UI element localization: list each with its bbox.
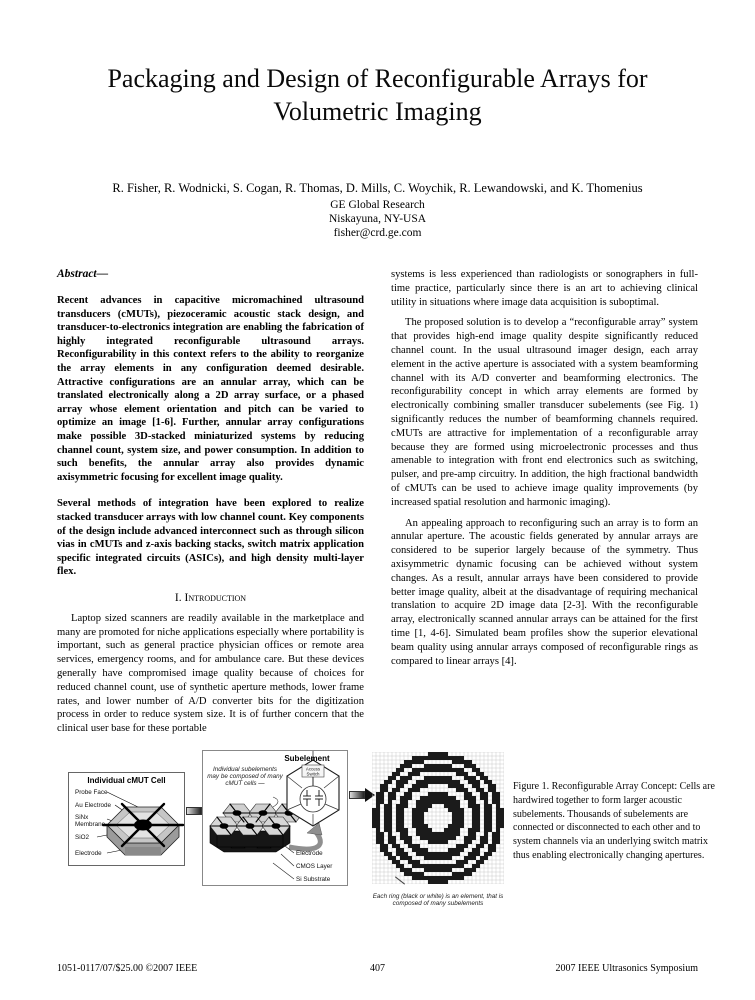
- label-electrode-mid: Electrode: [296, 850, 323, 857]
- copyright-notice: 1051-0117/07/$25.00 ©2007 IEEE: [57, 963, 198, 974]
- figure-1: [45, 748, 725, 943]
- left-column: [57, 268, 364, 743]
- label-electrode: Electrode: [75, 850, 102, 857]
- page-number: 407: [370, 963, 385, 974]
- label-au-electrode: Au Electrode: [75, 802, 112, 809]
- right-paragraph-1: systems is less experienced than radiologists or sonographers in full-time practice, particularly since there is an art to achieving clinical utility in situations where image data acquisition is suboptimal.: [391, 269, 698, 308]
- author-line: R. Fisher, R. Wodnicki, S. Cogan, R. Thomas, D. Mills, C. Woychik, R. Lewandowski, and K. Thomenius: [112, 181, 643, 195]
- subelement-panel-title: Subelement: [284, 754, 330, 763]
- annular-array-figure: [372, 752, 504, 908]
- label-cmos-layer: CMOS Layer: [296, 863, 333, 870]
- label-sinx-membrane: SiNx Membrane: [75, 814, 106, 828]
- abstract-paragraph-2: Several methods of integration have been explored to realize stacked transducer arrays with low channel count. Key components of the design include advanced interconnect such as through silicon vias in cMUTs and z-axis backing stacks, switch matrix application specific integrated circuits (ASICs), and high density multi-layer flex.: [57, 498, 364, 578]
- section-heading-introduction: I. Introduction: [174, 591, 247, 604]
- affiliation-location: Niskayuna, NY-USA: [328, 213, 427, 225]
- page-footer: [57, 963, 698, 974]
- paper-title: Packaging and Design of Reconfigurable Arrays for Volumetric Imaging: [107, 64, 648, 126]
- introduction-paragraph-1: Laptop sized scanners are readily available in the marketplace and many are promoted for niche applications especially where portability is important, such as general practice physician offices or remote area services, emergency rooms, and for ambulance care. But these devices generally have compromised image quality because of choices for reduced channel count, use of synthetic aperture methods, lower frame rates, and lower number of A/D converter bits for the digitization process in order to reduce system size. It is of further concern that the clinical user base for these portable: [57, 612, 364, 735]
- label-probe-face: Probe Face: [75, 789, 108, 796]
- figure-panel-subelement: [202, 750, 348, 886]
- cmut-cell-panel-title: Individual cMUT Cell: [87, 776, 166, 785]
- figure-panel-cmut-cell: [68, 772, 185, 866]
- label-sio2: SiO2: [75, 834, 89, 841]
- right-paragraph-3: An appealing approach to reconfiguring such an array is to form an annular aperture. The acoustic fields generated by annular arrays are considered to be superior largely because of the symmetry. Thus axisymmetric dynamic focusing can be achieved without system changes. As a result, annular arrays have been considered to provide better image quality, albeit at the disadvantage of requiring mechanical translation to acquire 2D image data [2-3]. With the reconfigurable array, electronically scanned annular arrays can be attained for the first time [1, 4-6]. Simulated beam profiles show the superior elevational beam quality using annular arrays composed of reconfigurable rings as compared to linear arrays [4].: [391, 517, 698, 667]
- contact-email: fisher@crd.ge.com: [333, 227, 422, 239]
- right-column: [391, 268, 698, 743]
- annular-array-pixels: [372, 752, 504, 884]
- abstract-paragraph-1: Recent advances in capacitive micromachined ultrasound transducers (cMUTs), piezoceramic acoustic stack design, and transducer-to-electronics integration are enabling the fabrication of highly integrated reconfigurable ultrasound arrays. Reconfigurability in this context refers to the ability to reorganize the array elements in any configuration deemed desirable. Attractive configurations are an annular array, which can be translated electronically along a 2D array surface, or a phased array whose element orientation and pitch can be varied to optimize an image [1-6]. Further, annular array configurations make possible 3D-stacked miniaturized systems by reducing channel count, system size, and power consumption. In addition to such benefits, the annular array also provides dynamic axisymmetric focusing for excellent image quality.: [57, 295, 364, 483]
- affiliation: GE Global Research: [330, 199, 425, 211]
- access-switch-label-line2: Switch: [306, 771, 320, 777]
- abstract-heading: Abstract—: [57, 268, 109, 280]
- rings-caption: Each ring (black or white) is an element, that is composed of many subelements: [372, 893, 504, 908]
- two-column-body: [57, 268, 698, 743]
- access-switch-label-line1: Access: [305, 766, 321, 772]
- subelement-note: Individual subelements may be composed of many cMUT cells —: [207, 766, 283, 788]
- proceedings-name: 2007 IEEE Ultrasonics Symposium: [555, 963, 698, 974]
- label-si-substrate: Si Substrate: [296, 876, 331, 883]
- right-paragraph-2: The proposed solution is to develop a “reconfigurable array” system that provides high-end image quality despite significantly reduced channel count. In the usual ultrasound imager design, each array element in the active aperture is associated with a system beamforming channel with its A/D converter and beamforming electronics. The reconfigurability concept in which array elements are formed by electronically combining smaller transducer subelements (see Fig. 1) significantly reduces the number of beamforming channels required. cMUTs are attractive for implementation of a reconfigurable array because they are formed using microelectronic processes and thus amenable to integration with front end electronics such as switching, pulser, and pre-amp circuitry. In addition, the high fractional bandwidth of cMUTs can be used to achieve image quality improvements (by increased spatial resolution and harmonic imaging).: [391, 317, 698, 508]
- figure-1-caption: Figure 1. Reconfigurable Array Concept: Cells are hardwired together to form larger acoustic subelements. Thousands of subelements are connected or disconnected to each other and to system channels via an underlying switch matrix thus enabling electronically changing apertures.: [513, 781, 715, 861]
- cell-center-electrode: [134, 820, 152, 831]
- arrow-shaft: [349, 791, 365, 799]
- arrow-shaft: [186, 807, 202, 815]
